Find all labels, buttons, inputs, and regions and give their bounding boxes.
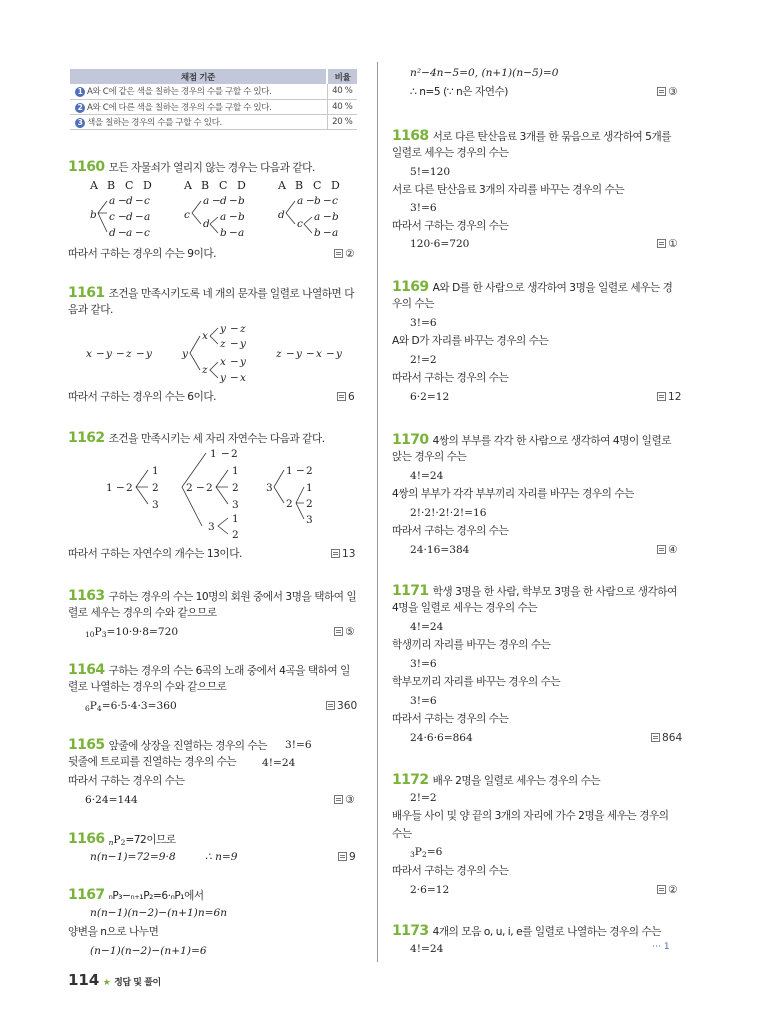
svg-text:3: 3 [208, 521, 215, 533]
problem-text: 앉는 경우의 수는 [392, 451, 467, 463]
page-footer [68, 973, 161, 988]
problem-1171-heading [392, 584, 677, 598]
svg-text:c: c [297, 218, 303, 230]
svg-text:a: a [109, 195, 116, 207]
answer-value: ④ [668, 544, 678, 556]
p1160-answer [334, 248, 355, 260]
svg-text:1: 1 [106, 482, 113, 494]
column-divider [377, 62, 378, 962]
p1172-answer [657, 884, 678, 896]
svg-text:−: − [286, 348, 295, 360]
answer-icon [657, 885, 666, 894]
problem-text: 4개의 모음 o, u, i, e를 일렬로 나열하는 경우의 수는 [432, 926, 662, 938]
svg-text:3: 3 [266, 482, 273, 494]
p1171-value-2: 3!=6 [410, 658, 437, 670]
problem-1162-heading [68, 431, 325, 445]
step-number-icon: 2 [75, 103, 85, 113]
svg-text:x: x [316, 348, 322, 360]
table-row [70, 84, 357, 99]
perm-n: n [108, 838, 114, 847]
svg-text:a: a [220, 211, 227, 223]
p1168-value-1: 5!=120 [410, 166, 451, 178]
svg-text:a: a [126, 227, 133, 239]
svg-text:3: 3 [152, 499, 159, 511]
problem-number: 1166 [68, 831, 105, 847]
svg-text:a: a [144, 211, 151, 223]
continue-indicator: ⋯ 1 [652, 942, 670, 952]
svg-text:2: 2 [152, 482, 159, 494]
problem-1165-heading [68, 738, 267, 752]
problem-text: 4명을 일렬로 세우는 경우의 수는 [392, 602, 538, 614]
svg-text:−: − [323, 195, 332, 207]
svg-text:−: − [136, 348, 145, 360]
criteria-header: 채점 기준 [70, 69, 327, 84]
problem-text: 배우 2명을 일렬로 세우는 경우의 수는 [432, 775, 601, 787]
svg-text:y: y [146, 348, 152, 360]
p1165-value-2: 4!=24 [262, 757, 296, 769]
problem-number: 1169 [392, 279, 429, 295]
svg-text:−: − [230, 356, 239, 368]
svg-text:2: 2 [286, 498, 293, 510]
perm-r: 4 [96, 704, 102, 713]
p1168-value-2: 3!=6 [410, 202, 437, 214]
problem-text: 따라서 구하는 경우의 수는 [392, 525, 509, 537]
problem-text: 음과 같다. [68, 304, 113, 316]
svg-text:x: x [240, 372, 246, 384]
svg-text:y: y [336, 348, 342, 360]
svg-text:z: z [126, 348, 132, 360]
problem-number: 1173 [392, 923, 429, 939]
answer-value: 9 [349, 851, 356, 863]
svg-text:C: C [219, 179, 228, 192]
table-row [70, 114, 357, 129]
svg-text:D: D [143, 179, 152, 192]
problem-text: 조건을 만족시키는 세 자리 자연수는 다음과 같다. [108, 433, 325, 445]
perm-n: 6 [85, 704, 90, 713]
svg-text:−: − [229, 195, 238, 207]
svg-text:C: C [313, 179, 322, 192]
problem-text: 렬로 세우는 경우의 수와 같으므로 [68, 607, 217, 619]
svg-text:B: B [107, 179, 116, 192]
p1165-value-1: 3!=6 [285, 739, 312, 751]
svg-text:3: 3 [306, 514, 313, 526]
svg-text:D: D [331, 179, 340, 192]
p1172-value-1: 2!=2 [410, 792, 437, 804]
svg-text:2: 2 [231, 448, 238, 460]
svg-text:2: 2 [306, 465, 313, 477]
problem-1160-heading [68, 160, 315, 174]
equation-text: =72이므로 [125, 834, 176, 846]
p1170-answer [657, 544, 678, 556]
svg-text:a: a [238, 227, 245, 239]
svg-text:D: D [237, 179, 246, 192]
answer-value: ⑤ [345, 626, 355, 638]
svg-text:−: − [116, 482, 125, 494]
answer-value: 12 [668, 391, 682, 403]
p1164-answer [326, 700, 357, 712]
svg-text:−: − [323, 227, 332, 239]
problem-1168-heading [392, 129, 671, 143]
perm-symbol: P [89, 700, 97, 712]
ratio-header: 비율 [327, 69, 357, 84]
svg-text:y: y [182, 348, 188, 360]
svg-text:x: x [86, 348, 92, 360]
svg-text:B: B [295, 179, 304, 192]
page-number: 114 [68, 971, 100, 989]
svg-text:−: − [229, 211, 238, 223]
answer-icon [657, 239, 666, 248]
svg-text:A: A [278, 179, 286, 192]
svg-text:a: a [297, 195, 304, 207]
p1171-value-3: 3!=6 [410, 695, 437, 707]
svg-text:2: 2 [126, 482, 133, 494]
svg-text:−: − [196, 482, 205, 494]
p1161-conclusion: 따라서 구하는 경우의 수는 6이다. [68, 391, 217, 403]
svg-text:−: − [96, 348, 105, 360]
svg-text:c: c [109, 211, 115, 223]
svg-text:−: − [221, 448, 230, 460]
perm-n: 3 [410, 850, 415, 859]
p1170-value-2: 2!·2!·2!·2!=16 [410, 507, 487, 519]
p1171-value-4: 24·6·6=864 [410, 732, 473, 744]
equation-text: ₙP₃−ₙ₊₁P₂=6·ₙP₁에서 [108, 890, 204, 902]
perm-symbol: P [414, 846, 422, 858]
number-tree-diagram [100, 446, 360, 542]
svg-text:a: a [203, 195, 210, 207]
svg-text:−: − [118, 227, 127, 239]
problem-1167-heading [68, 888, 204, 902]
svg-text:−: − [229, 227, 238, 239]
svg-text:z: z [220, 338, 226, 350]
svg-text:−: − [212, 195, 221, 207]
problem-text: 학생끼리 자리를 바꾸는 경우의 수는 [392, 639, 551, 651]
svg-text:−: − [326, 348, 335, 360]
svg-text:x: x [220, 356, 226, 368]
svg-text:a: a [332, 227, 339, 239]
svg-text:z: z [240, 323, 246, 335]
problem-text: 따라서 구하는 경우의 수는 [392, 372, 509, 384]
svg-text:c: c [144, 227, 150, 239]
problem-text: 학생 3명을 한 사람, 학부모 3명을 한 사람으로 생각하여 [432, 586, 677, 598]
svg-text:2: 2 [206, 482, 213, 494]
problem-text: 조건을 만족시키도록 네 개의 문자를 일렬로 나열하면 다 [108, 288, 355, 300]
svg-text:−: − [116, 348, 125, 360]
svg-text:−: − [135, 195, 144, 207]
problem-text: 우의 수는 [392, 298, 435, 310]
problem-number: 1162 [68, 430, 105, 446]
svg-text:1: 1 [286, 465, 293, 477]
answer-icon [651, 733, 660, 742]
p1165-answer [334, 794, 355, 806]
problem-number: 1161 [68, 285, 105, 301]
answer-icon [657, 87, 666, 96]
svg-text:2: 2 [186, 482, 193, 494]
top-equation: n²−4n−5=0, (n+1)(n−5)=0 [410, 67, 559, 79]
criteria-ratio: 40 % [327, 99, 357, 114]
answer-value: ② [668, 884, 678, 896]
perm-symbol: P [94, 626, 102, 638]
problem-text: 따라서 구하는 경우의 수는 [68, 775, 185, 787]
problem-number: 1170 [392, 432, 429, 448]
problem-number: 1160 [68, 159, 105, 175]
answer-icon [326, 701, 335, 710]
p1169-value-2: 2!=2 [410, 354, 437, 366]
svg-text:2: 2 [232, 482, 239, 494]
svg-text:2: 2 [232, 529, 239, 541]
problem-1172-heading [392, 773, 600, 787]
problem-number: 1165 [68, 737, 105, 753]
p1166-equation: n(n−1)=72=9·8 [90, 851, 176, 863]
p1162-answer [331, 548, 355, 560]
svg-text:z: z [202, 364, 208, 376]
equation-text: =10·9·8=720 [106, 626, 179, 638]
answer-icon [334, 249, 343, 258]
problem-text: 뒷줄에 트로피를 진열하는 경우의 수는 [68, 756, 237, 768]
svg-text:x: x [202, 330, 208, 342]
svg-text:−: − [118, 195, 127, 207]
svg-text:−: − [135, 227, 144, 239]
problem-text: 수는 [392, 828, 412, 840]
svg-text:−: − [323, 211, 332, 223]
svg-text:c: c [144, 195, 150, 207]
problem-text: A와 D가 자리를 바꾸는 경우의 수는 [392, 335, 549, 347]
svg-text:y: y [296, 348, 302, 360]
equation-text: =6·5·4·3=360 [101, 700, 177, 712]
problem-text: 일렬로 세우는 경우의 수는 [392, 147, 509, 159]
p1170-value-3: 24·16=384 [410, 544, 470, 556]
svg-text:−: − [230, 338, 239, 350]
grading-criteria-table [70, 69, 357, 130]
p1165-equation: 6·24=144 [85, 794, 138, 806]
p1173-value-1: 4!=24 [410, 943, 444, 955]
problem-1170-heading [392, 433, 671, 447]
answer-icon [334, 627, 343, 636]
svg-text:3: 3 [232, 499, 239, 511]
p1162-conclusion: 따라서 구하는 자연수의 개수는 13이다. [68, 548, 242, 560]
answer-value: 6 [348, 391, 355, 403]
answer-value: 13 [342, 548, 356, 560]
problem-text: 4쌍의 부부가 각각 부부끼리 자리를 바꾸는 경우의 수는 [392, 488, 634, 500]
p1166-result: ∴ n=9 [205, 851, 238, 863]
svg-text:c: c [184, 209, 190, 221]
criteria-ratio: 40 % [327, 84, 357, 99]
problem-text: 앞줄에 상장을 진열하는 경우의 수는 [108, 740, 268, 752]
svg-text:−: − [306, 195, 315, 207]
p1170-value-1: 4!=24 [410, 470, 444, 482]
svg-text:−: − [135, 211, 144, 223]
problem-text: 서로 다른 탄산음료 3개를 한 묶음으로 생각하여 5개를 [432, 131, 672, 143]
criteria-text: A와 C에 다른 색을 칠하는 경우의 수를 구할 수 있다. [87, 102, 272, 113]
perm-r: 2 [421, 850, 427, 859]
problem-text: 양변을 n으로 나누면 [68, 926, 159, 938]
problem-1164-heading [68, 663, 350, 677]
answer-icon [331, 549, 340, 558]
svg-text:A: A [90, 179, 98, 192]
p1172-value-2: 2·6=12 [410, 884, 450, 896]
table-row [70, 99, 357, 114]
svg-text:y: y [240, 338, 246, 350]
criteria-text: A와 C에 같은 색을 칠하는 경우의 수를 구할 수 있다. [87, 87, 272, 98]
problem-text: 구하는 경우의 수는 6곡의 노래 중에서 4곡을 택하여 일 [108, 665, 350, 677]
problem-number: 1163 [68, 588, 105, 604]
answer-value: 864 [662, 732, 683, 744]
svg-text:y: y [240, 356, 246, 368]
criteria-text: 색을 칠하는 경우의 수를 구할 수 있다. [87, 117, 222, 128]
problem-text: A와 D를 한 사람으로 생각하여 3명을 일렬로 세우는 경 [432, 282, 673, 294]
lock-tree-diagram [80, 176, 370, 242]
p1168-value-3: 120·6=720 [410, 238, 470, 250]
answer-icon [657, 545, 666, 554]
problem-number: 1172 [392, 772, 429, 788]
p1166-answer [338, 851, 356, 863]
svg-text:1: 1 [210, 448, 217, 460]
p1164-equation [85, 701, 177, 712]
svg-text:A: A [184, 179, 192, 192]
problem-text: 따라서 구하는 경우의 수는 [392, 713, 509, 725]
svg-text:y: y [220, 323, 226, 335]
p1172-equation [410, 847, 442, 858]
svg-text:d: d [278, 209, 285, 221]
perm-n: 10 [85, 630, 95, 639]
svg-text:C: C [125, 179, 134, 192]
p1169-value-1: 3!=6 [410, 317, 437, 329]
equation-text: =6 [426, 846, 443, 858]
svg-text:d: d [220, 195, 227, 207]
answer-icon [337, 392, 346, 401]
problem-text: 4쌍의 부부를 각각 한 사람으로 생각하여 4명이 일렬로 [432, 435, 672, 447]
svg-text:z: z [276, 348, 282, 360]
p1163-answer [334, 626, 355, 638]
perm-r: 3 [101, 630, 107, 639]
problem-1161-heading [68, 286, 354, 300]
svg-text:d: d [126, 195, 133, 207]
problem-number: 1171 [392, 583, 429, 599]
problem-text: 따라서 구하는 경우의 수는 [392, 865, 509, 877]
problem-number: 1168 [392, 128, 429, 144]
svg-text:b: b [220, 227, 227, 239]
perm-symbol: P [113, 834, 121, 846]
svg-text:d: d [109, 227, 116, 239]
footer-label: 정답 및 풀이 [114, 978, 161, 988]
svg-text:y: y [106, 348, 112, 360]
p1171-value-1: 4!=24 [410, 621, 444, 633]
svg-text:b: b [314, 195, 321, 207]
svg-text:1: 1 [232, 465, 239, 477]
svg-text:−: − [230, 372, 239, 384]
problem-text: 구하는 경우의 수는 10명의 회원 중에서 3명을 택하여 일 [108, 591, 357, 603]
svg-text:−: − [306, 348, 315, 360]
svg-text:1: 1 [306, 482, 313, 494]
svg-text:d: d [126, 211, 133, 223]
answer-icon [334, 795, 343, 804]
p1163-equation [85, 627, 178, 638]
p1169-value-3: 6·2=12 [410, 391, 450, 403]
problem-number: 1164 [68, 662, 105, 678]
problem-1169-heading [392, 280, 672, 294]
svg-text:b: b [90, 209, 97, 221]
problem-text: 서로 다른 탄산음료 3개의 자리를 바꾸는 경우의 수는 [392, 184, 625, 196]
problem-1163-heading [68, 589, 356, 603]
problem-text: 학부모끼리 자리를 바꾸는 경우의 수는 [392, 676, 561, 688]
svg-text:−: − [118, 211, 127, 223]
svg-text:y: y [220, 372, 226, 384]
p1167-equation-2: (n−1)(n−2)−(n+1)=6 [90, 945, 207, 957]
answer-icon [657, 392, 666, 401]
svg-text:B: B [201, 179, 210, 192]
answer-value: ① [668, 238, 678, 250]
p1168-answer [657, 238, 678, 250]
problem-number: 1167 [68, 887, 105, 903]
problem-1173-heading [392, 924, 661, 938]
answer-value: ③ [345, 794, 355, 806]
top-answer [657, 86, 678, 98]
answer-value: ② [345, 248, 355, 260]
svg-text:−: − [230, 323, 239, 335]
problem-text: 렬로 나열하는 경우의 수와 같으므로 [68, 681, 227, 693]
p1171-answer [651, 732, 682, 744]
svg-text:b: b [238, 211, 245, 223]
svg-text:1: 1 [232, 513, 239, 525]
p1167-equation: n(n−1)(n−2)−(n+1)n=6n [90, 907, 228, 919]
svg-text:2: 2 [306, 498, 313, 510]
star-icon: ★ [102, 978, 111, 988]
p1160-conclusion: 따라서 구하는 경우의 수는 9이다. [68, 248, 217, 260]
criteria-ratio: 20 % [327, 114, 357, 129]
answer-icon [338, 852, 347, 861]
top-conclusion: ∴ n=5 (∵ n은 자연수) [410, 86, 508, 98]
p1169-answer [657, 391, 681, 403]
letter-arrangement-tree [80, 320, 370, 388]
answer-value: 360 [337, 700, 358, 712]
problem-text: 배우들 사이 및 양 끝의 3개의 자리에 가수 2명을 세우는 경우의 [392, 810, 669, 822]
problem-text: 따라서 구하는 경우의 수는 [392, 220, 509, 232]
answer-value: ③ [668, 86, 678, 98]
step-number-icon: 3 [75, 118, 85, 128]
svg-text:b: b [238, 195, 245, 207]
problem-1166-heading [68, 832, 176, 846]
p1161-answer [337, 391, 355, 403]
problem-text: 모든 자물쇠가 열리지 않는 경우는 다음과 같다. [108, 162, 315, 174]
svg-text:c: c [332, 195, 338, 207]
svg-text:d: d [203, 218, 210, 230]
svg-text:1: 1 [152, 465, 159, 477]
svg-text:−: − [296, 465, 305, 477]
step-number-icon: 1 [75, 87, 85, 97]
svg-text:b: b [314, 227, 321, 239]
perm-r: 2 [120, 838, 126, 847]
svg-text:b: b [332, 211, 339, 223]
svg-text:a: a [314, 211, 321, 223]
